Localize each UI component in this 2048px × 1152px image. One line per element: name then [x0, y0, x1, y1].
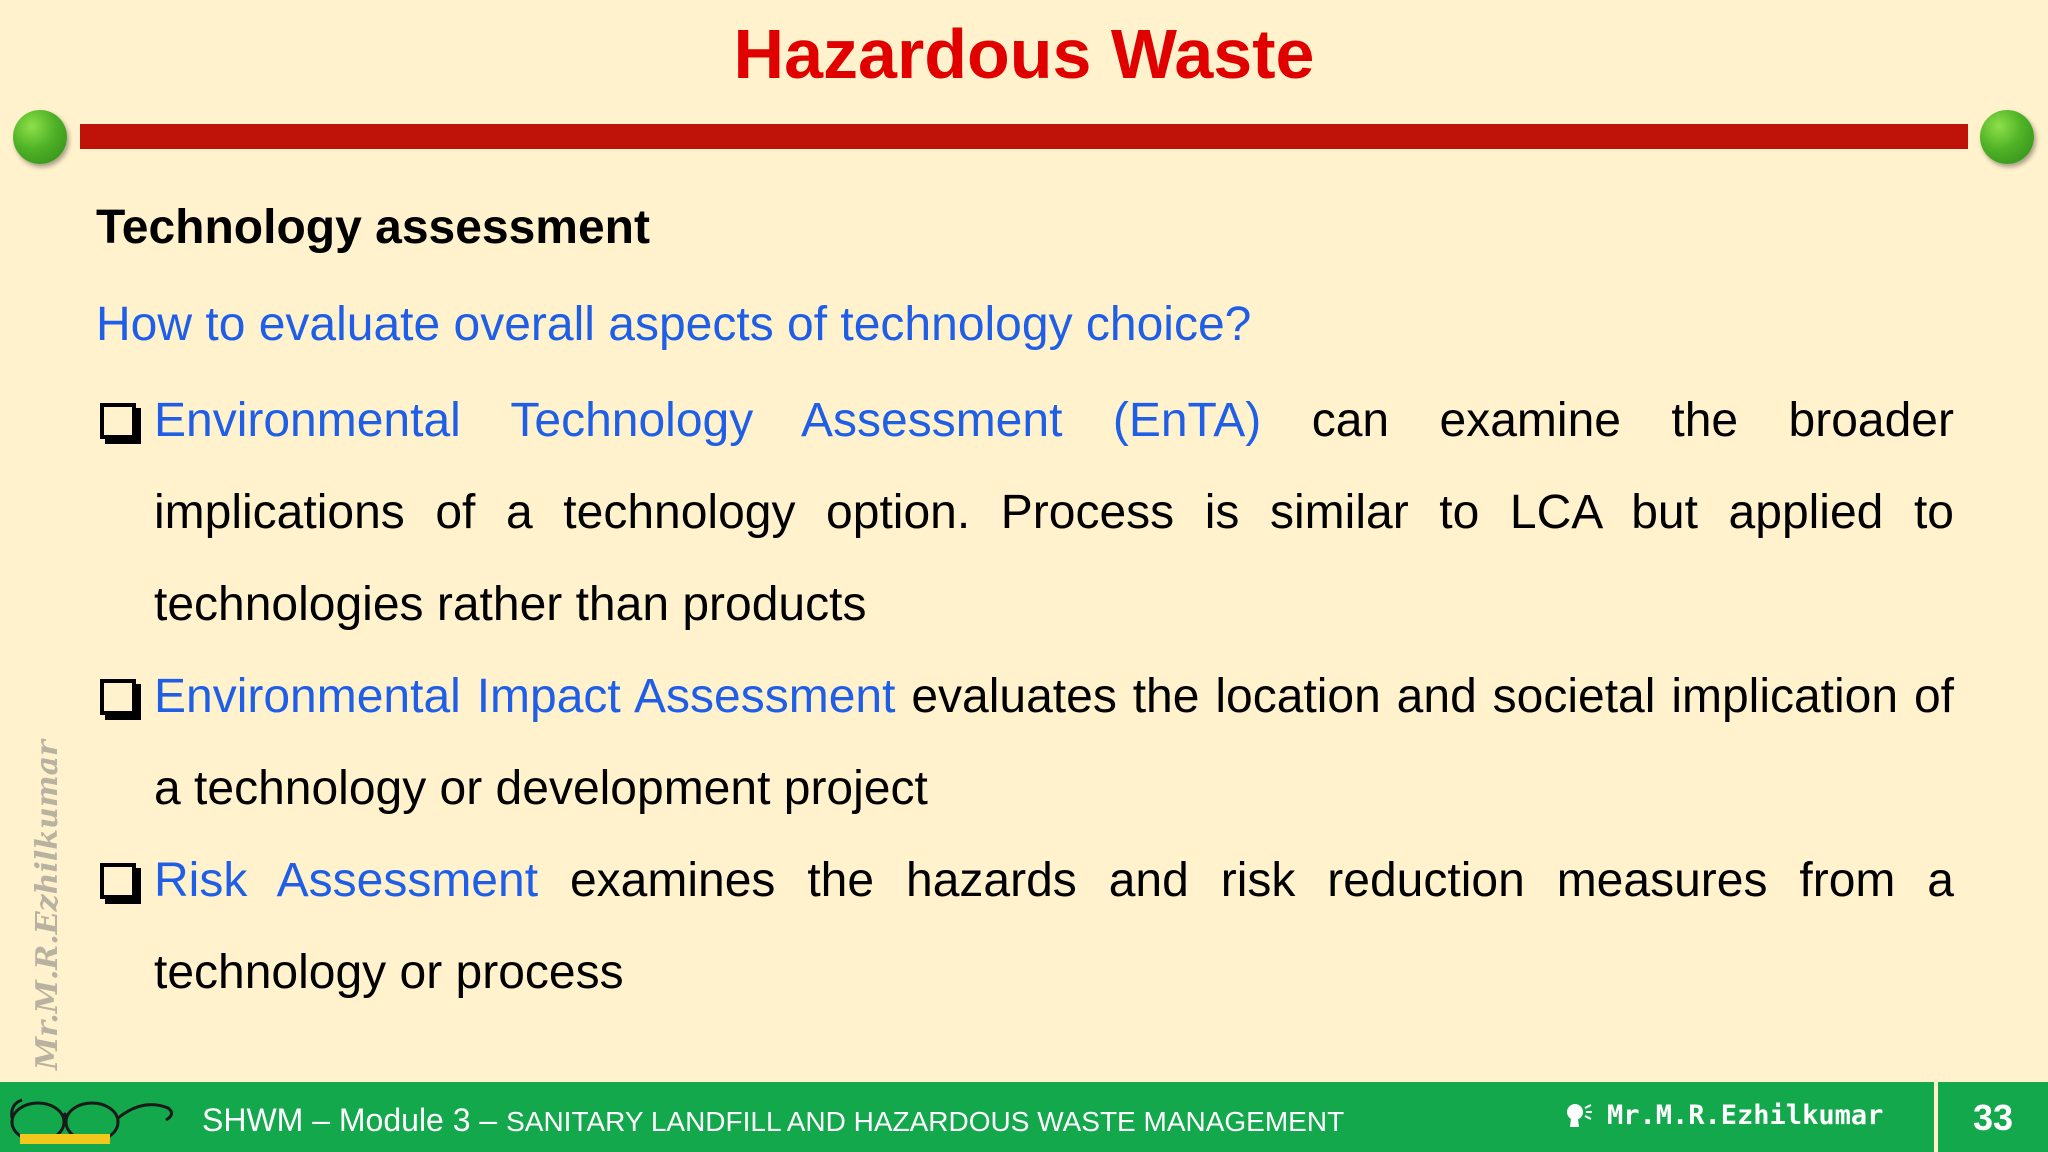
green-dot-right	[1980, 110, 2034, 164]
bullet-text	[154, 835, 1954, 1019]
footer-module-title: SANITARY LANDFILL AND HAZARDOUS WASTE MANAGEMENT	[506, 1106, 1345, 1137]
section-heading: Technology assessment	[96, 201, 650, 254]
bullet-body: examines the hazards and risk reduction measures from a technology or process	[154, 854, 1955, 999]
bullet-highlight: Environmental Technology Assessment (EnTA)	[154, 394, 1262, 447]
checkbox-icon	[100, 679, 136, 715]
bullet-text	[154, 375, 1954, 651]
green-dot-left	[13, 110, 67, 164]
author-watermark: Mr.M.R.Ezhilkumar	[30, 740, 65, 1070]
speaker-icon	[1563, 1100, 1593, 1130]
bullet-body: can examine the broader implications of a technology option. Process is similar to LCA but applied to technologies rather than products	[154, 394, 1954, 631]
bullet-item	[96, 835, 1954, 1019]
bullet-highlight: Environmental Impact Assessment	[154, 670, 896, 723]
spectacles-logo	[8, 1090, 178, 1146]
page-number: 33	[1972, 1097, 2014, 1138]
footer-bar	[0, 1082, 2048, 1152]
question-text: How to evaluate overall aspects of technology choice?	[96, 298, 1252, 351]
title-rule	[80, 124, 1968, 149]
bullet-list	[96, 375, 1954, 1019]
bullet-item	[96, 375, 1954, 651]
footer-author: Mr.M.R.Ezhilkumar	[1607, 1100, 1884, 1131]
bullet-text	[154, 651, 1954, 835]
checkbox-icon	[100, 403, 136, 439]
footer-course-text	[202, 1102, 1344, 1139]
footer-course: SHWM – Module 3 –	[202, 1102, 507, 1138]
bullet-item	[96, 651, 1954, 835]
bullet-body: evaluates the location and societal implication of a technology or development project	[154, 670, 1954, 815]
checkbox-icon	[100, 863, 136, 899]
slide-title: Hazardous Waste	[733, 15, 1315, 93]
bullet-highlight: Risk Assessment	[154, 854, 539, 907]
